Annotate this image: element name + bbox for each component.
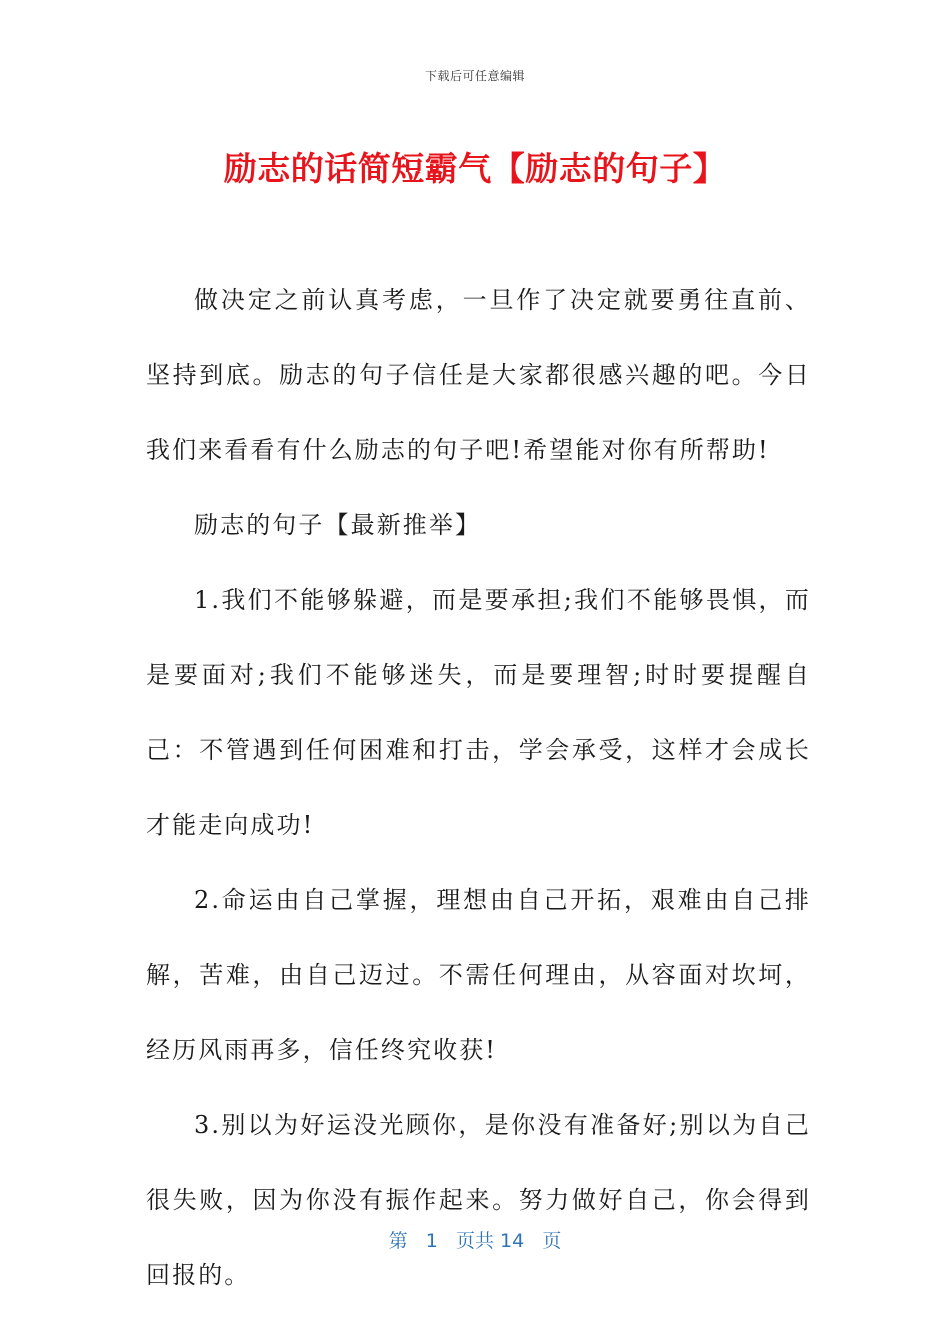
- paragraph-item-1: 1.我们不能够躲避，而是要承担;我们不能够畏惧，而是要面对;我们不能够迷失，而是要理智;时时要提醒自己：不管遇到任何困难和打击，学会承受，这样才会成长才能走向成功!: [146, 586, 811, 839]
- paragraph-item-2: 2.命运由自己掌握，理想由自己开拓，艰难由自己排解，苦难，由自己迈过。不需任何理由，从容面对坎坷，经历风雨再多，信任终究收获!: [146, 886, 811, 1064]
- header-note: 下载后可任意编辑: [424, 69, 525, 83]
- document-title: 励志的话简短霸气【励志的句子】: [223, 149, 727, 188]
- footer-page-prefix: 第: [388, 1230, 408, 1252]
- page-footer: [0, 1226, 950, 1253]
- footer-page-middle: 页共: [455, 1230, 494, 1252]
- paragraph-section-heading: 励志的句子【最新推举】: [194, 511, 482, 539]
- footer-page-number: 1: [425, 1230, 438, 1252]
- footer-page-suffix: 页: [542, 1230, 562, 1252]
- paragraph-intro: 做决定之前认真考虑，一旦作了决定就要勇往直前、坚持到底。励志的句子信任是大家都很感兴趣的吧。今日我们来看看有什么励志的句子吧!希望能对你有所帮助!: [146, 286, 811, 464]
- document-body: [146, 263, 811, 1313]
- paragraph-item-3: 3.别以为好运没光顾你，是你没有准备好;别以为自己很失败，因为你没有振作起来。努力做好自己，你会得到回报的。: [146, 1111, 811, 1289]
- footer-total-pages: 14: [500, 1230, 525, 1252]
